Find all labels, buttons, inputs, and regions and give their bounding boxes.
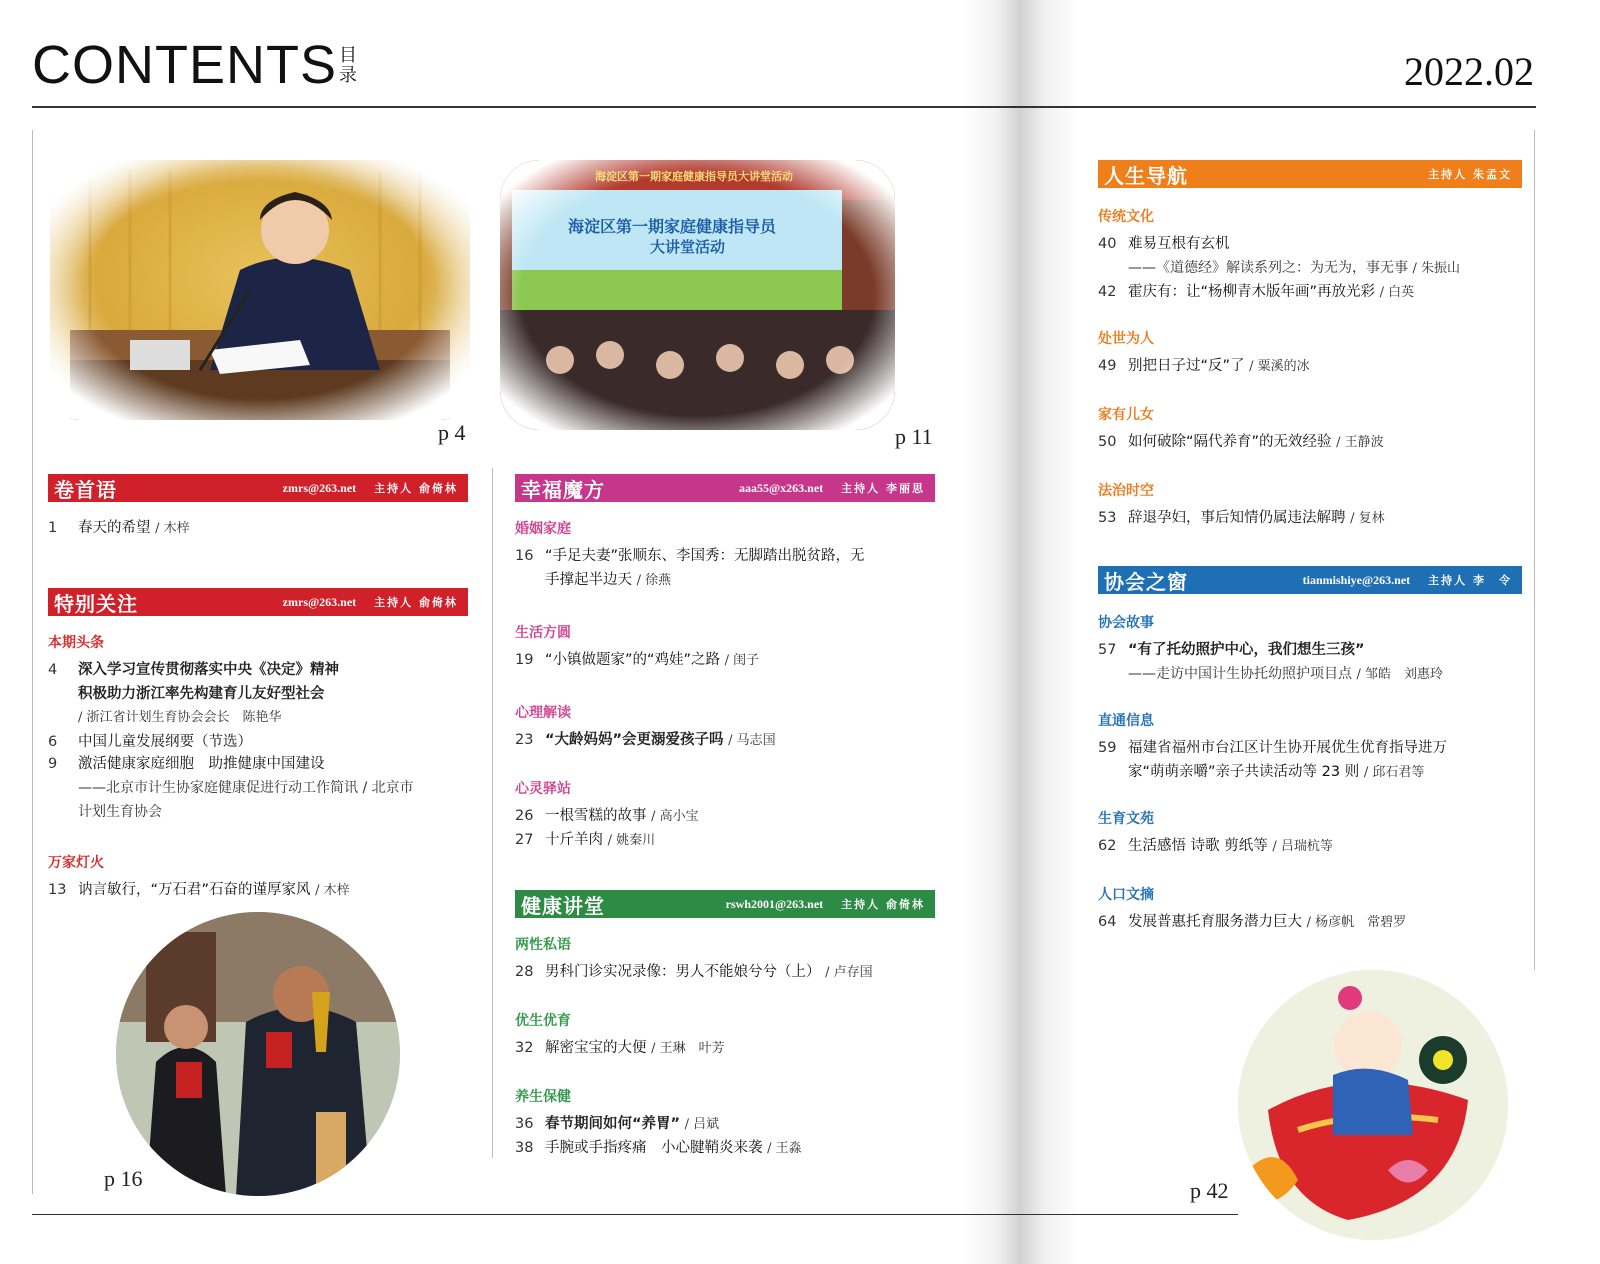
toc-entry[interactable]: 49 别把日子过“反”了 / 粟溪的冰 xyxy=(1098,358,1310,374)
issue-date: 2022.02 xyxy=(1404,49,1534,94)
contents-subheading: 目录 xyxy=(339,45,357,86)
toc-entry[interactable]: 59 福建省福州市台江区计生协开展优生优育指导进万 家“萌萌亲嚼”亲子共读活动等 23 则 / 邱石君等 xyxy=(1098,740,1447,780)
toc-entry[interactable]: 13 讷言敏行，“万石君”石奋的谨厚家风 / 木梓 xyxy=(48,882,350,898)
section-host: 主持人 朱孟文 xyxy=(1428,168,1512,181)
subsection-heading: 法治时空 xyxy=(1098,483,1154,499)
toc-entry[interactable]: 4 深入学习宣传贯彻落实中央《决定》精神 积极助力浙江率先构建育儿友好型社会 / 浙江省计划生育协会会长 陈艳华 xyxy=(48,662,339,725)
toc-entry[interactable]: 38 手腕或手指疼痛 小心腱鞘炎来袭 / 王淼 xyxy=(515,1140,802,1156)
left-margin-line xyxy=(32,130,33,1194)
photo-page-ref-42: p 42 xyxy=(1190,1178,1229,1203)
section-name: 协会之窗 xyxy=(1104,569,1188,594)
section-host: 主持人 俞倚林 xyxy=(374,596,458,609)
couple-photo xyxy=(116,912,400,1196)
toc-entry[interactable]: 9 激活健康家庭细胞 助推健康中国建设 ——北京市计生协家庭健康促进行动工作简讯 / 北京市 计划生育协会 xyxy=(48,756,414,820)
toc-entry[interactable]: 64 发展普惠托育服务潜力巨大 / 杨彦帆 常碧罗 xyxy=(1098,914,1407,930)
section-bar-jiankangjiangtang xyxy=(515,890,935,918)
section-email: zmrs@263.net xyxy=(282,594,357,609)
section-host: 主持人 李丽思 xyxy=(841,482,925,495)
toc-entry[interactable]: 16 “手足夫妻”张顺东、李国秀：无脚踏出脱贫路，无 手撑起半边天 / 徐燕 xyxy=(515,548,865,588)
section-host: 主持人 俞倚林 xyxy=(841,898,925,911)
section-bar-renshengdaohang xyxy=(1098,160,1522,188)
banner-main-text: 海淀区第一期家庭健康指导员 xyxy=(568,217,777,236)
toc-entry[interactable]: 19 “小镇做题家”的“鸡娃”之路 / 闺子 xyxy=(515,652,760,668)
section-name: 健康讲堂 xyxy=(521,893,605,918)
new-year-painting xyxy=(1238,970,1508,1240)
toc-entry[interactable]: 28 男科门诊实况录像：男人不能娘兮兮（上） / 卢存国 xyxy=(515,964,873,980)
toc-entry[interactable]: 23 “大龄妈妈”会更溺爱孩子吗 / 马志国 xyxy=(515,732,776,748)
subsection-heading: 生活方圆 xyxy=(515,625,571,641)
subsection-heading: 婚姻家庭 xyxy=(515,521,571,537)
section-email: rswh2001@263.net xyxy=(725,896,824,911)
photo-page-ref-11: p 11 xyxy=(895,424,933,449)
toc-entry[interactable]: 27 十斤羊肉 / 姚秦川 xyxy=(515,832,656,848)
column-divider xyxy=(492,468,493,1158)
subsection-heading: 优生优育 xyxy=(515,1013,571,1029)
toc-entry[interactable]: 36 春节期间如何“养胃” / 吕斌 xyxy=(515,1116,720,1132)
page-spine xyxy=(960,0,1080,1264)
speaker-photo xyxy=(50,160,470,420)
photo-page-ref-4: p 4 xyxy=(438,420,466,445)
section-bar-xiehuizhichuang xyxy=(1098,566,1522,594)
subsection-heading: 处世为人 xyxy=(1098,331,1154,347)
section-name: 特别关注 xyxy=(54,591,138,616)
subsection-heading: 心灵驿站 xyxy=(515,781,571,797)
subsection-heading: 直通信息 xyxy=(1098,713,1154,729)
toc-entry[interactable]: 26 一根雪糕的故事 / 高小宝 xyxy=(515,808,699,824)
toc-entry[interactable]: 40 难易互根有玄机 ——《道德经》解读系列之：为无为，事无事 / 朱振山 xyxy=(1098,236,1460,276)
banner-sub-text: 大讲堂活动 xyxy=(650,238,726,256)
section-name: 卷首语 xyxy=(54,477,117,502)
subsection-heading: 家有儿女 xyxy=(1098,407,1154,423)
toc-entry[interactable]: 50 如何破除“隔代养育”的无效经验 / 王静波 xyxy=(1098,434,1384,450)
banner-top-text: 海淀区第一期家庭健康指导员大讲堂活动 xyxy=(595,170,793,183)
subsection-heading: 传统文化 xyxy=(1098,209,1154,225)
section-bar-juanshouyu xyxy=(48,474,468,502)
toc-entry[interactable]: 53 辞退孕妇，事后知情仍属违法解聘 / 复林 xyxy=(1098,510,1385,526)
section-name: 人生导航 xyxy=(1104,163,1188,188)
toc-entry[interactable]: 62 生活感悟 诗歌 剪纸等 / 吕瑞杭等 xyxy=(1098,838,1333,854)
toc-entry[interactable]: 32 解密宝宝的大便 / 王琳 叶芳 xyxy=(515,1040,725,1056)
section-email: aaa55@x263.net xyxy=(738,480,824,495)
footer-rule xyxy=(32,1214,1238,1215)
subsection-heading: 生育文苑 xyxy=(1098,811,1154,827)
header-rule xyxy=(32,106,1536,108)
right-margin-line xyxy=(1534,130,1535,970)
subsection-heading: 心理解读 xyxy=(515,705,571,721)
classroom-photo xyxy=(500,160,895,430)
section-bar-tebieguanzhu xyxy=(48,588,468,616)
section-host: 主持人 李 令 xyxy=(1428,574,1512,587)
subsection-heading: 本期头条 xyxy=(48,635,104,651)
section-bar-xingfumofang xyxy=(515,474,935,502)
subsection-heading: 万家灯火 xyxy=(48,855,104,871)
section-email: tianmishiye@263.net xyxy=(1302,572,1411,587)
section-host: 主持人 俞倚林 xyxy=(374,482,458,495)
subsection-heading: 两性私语 xyxy=(515,937,571,953)
photo-page-ref-16: p 16 xyxy=(104,1166,143,1191)
subsection-heading: 养生保健 xyxy=(515,1089,571,1105)
contents-heading: CONTENTS xyxy=(32,35,337,95)
toc-entry[interactable]: 42 霍庆有：让“杨柳青木版年画”再放光彩 / 白英 xyxy=(1098,284,1415,300)
section-email: zmrs@263.net xyxy=(282,480,357,495)
toc-entry[interactable]: 6 中国儿童发展纲要（节选） xyxy=(48,734,252,750)
subsection-heading: 协会故事 xyxy=(1098,615,1154,631)
toc-entry[interactable]: 57 “有了托幼照护中心，我们想生三孩” ——走访中国计生协托幼照护项目点 / 邹皓 刘惠玲 xyxy=(1098,642,1443,682)
toc-entry[interactable]: 1 春天的希望 / 木梓 xyxy=(48,520,190,536)
section-name: 幸福魔方 xyxy=(521,477,605,502)
subsection-heading: 人口文摘 xyxy=(1098,887,1154,903)
